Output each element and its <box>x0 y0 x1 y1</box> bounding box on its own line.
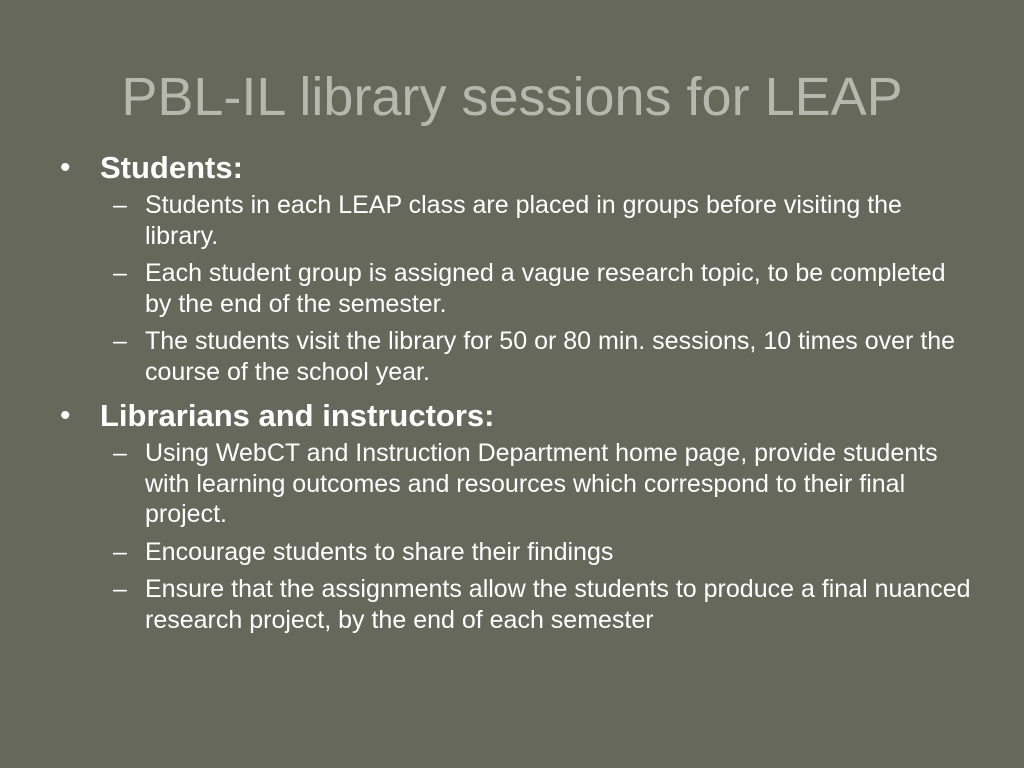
list-item-text: Each student group is assigned a vague research topic, to be completed by the end of the semester. <box>145 259 946 318</box>
sub-list <box>100 190 976 387</box>
list-item <box>100 438 976 530</box>
section-librarians-instructors <box>56 394 976 635</box>
dash-icon: – <box>113 537 127 566</box>
list-item-text: Students in each LEAP class are placed in groups before visiting the library. <box>145 191 902 250</box>
list-item <box>100 537 976 568</box>
dash-icon: – <box>113 439 127 467</box>
list-item <box>100 574 976 635</box>
list-item <box>100 190 976 251</box>
list-item <box>100 326 976 387</box>
bullet-icon: • <box>60 151 71 184</box>
list-item-text: The students visit the library for 50 or 80 min. sessions, 10 times over the course of the school year. <box>145 327 956 386</box>
dash-icon: – <box>113 575 127 603</box>
dash-icon: – <box>113 191 127 219</box>
slide-title: PBL-IL library sessions for LEAP <box>121 67 903 127</box>
sub-list <box>100 438 976 635</box>
list-item-text: Encourage students to share their findings <box>145 537 614 566</box>
list-item-text: Ensure that the assignments allow the students to produce a final nuanced research project, by the end of each semester <box>145 575 971 634</box>
list-item <box>100 258 976 319</box>
dash-icon: – <box>113 259 127 287</box>
section-heading: Students: <box>100 150 243 185</box>
slide-content <box>56 146 976 642</box>
section-students <box>56 146 976 387</box>
bullet-icon: • <box>60 399 71 432</box>
list-item-text: Using WebCT and Instruction Department home page, provide students with learning outcomes and resources which correspond to their final project. <box>145 439 938 528</box>
dash-icon: – <box>113 327 127 355</box>
section-heading: Librarians and instructors: <box>100 398 495 433</box>
